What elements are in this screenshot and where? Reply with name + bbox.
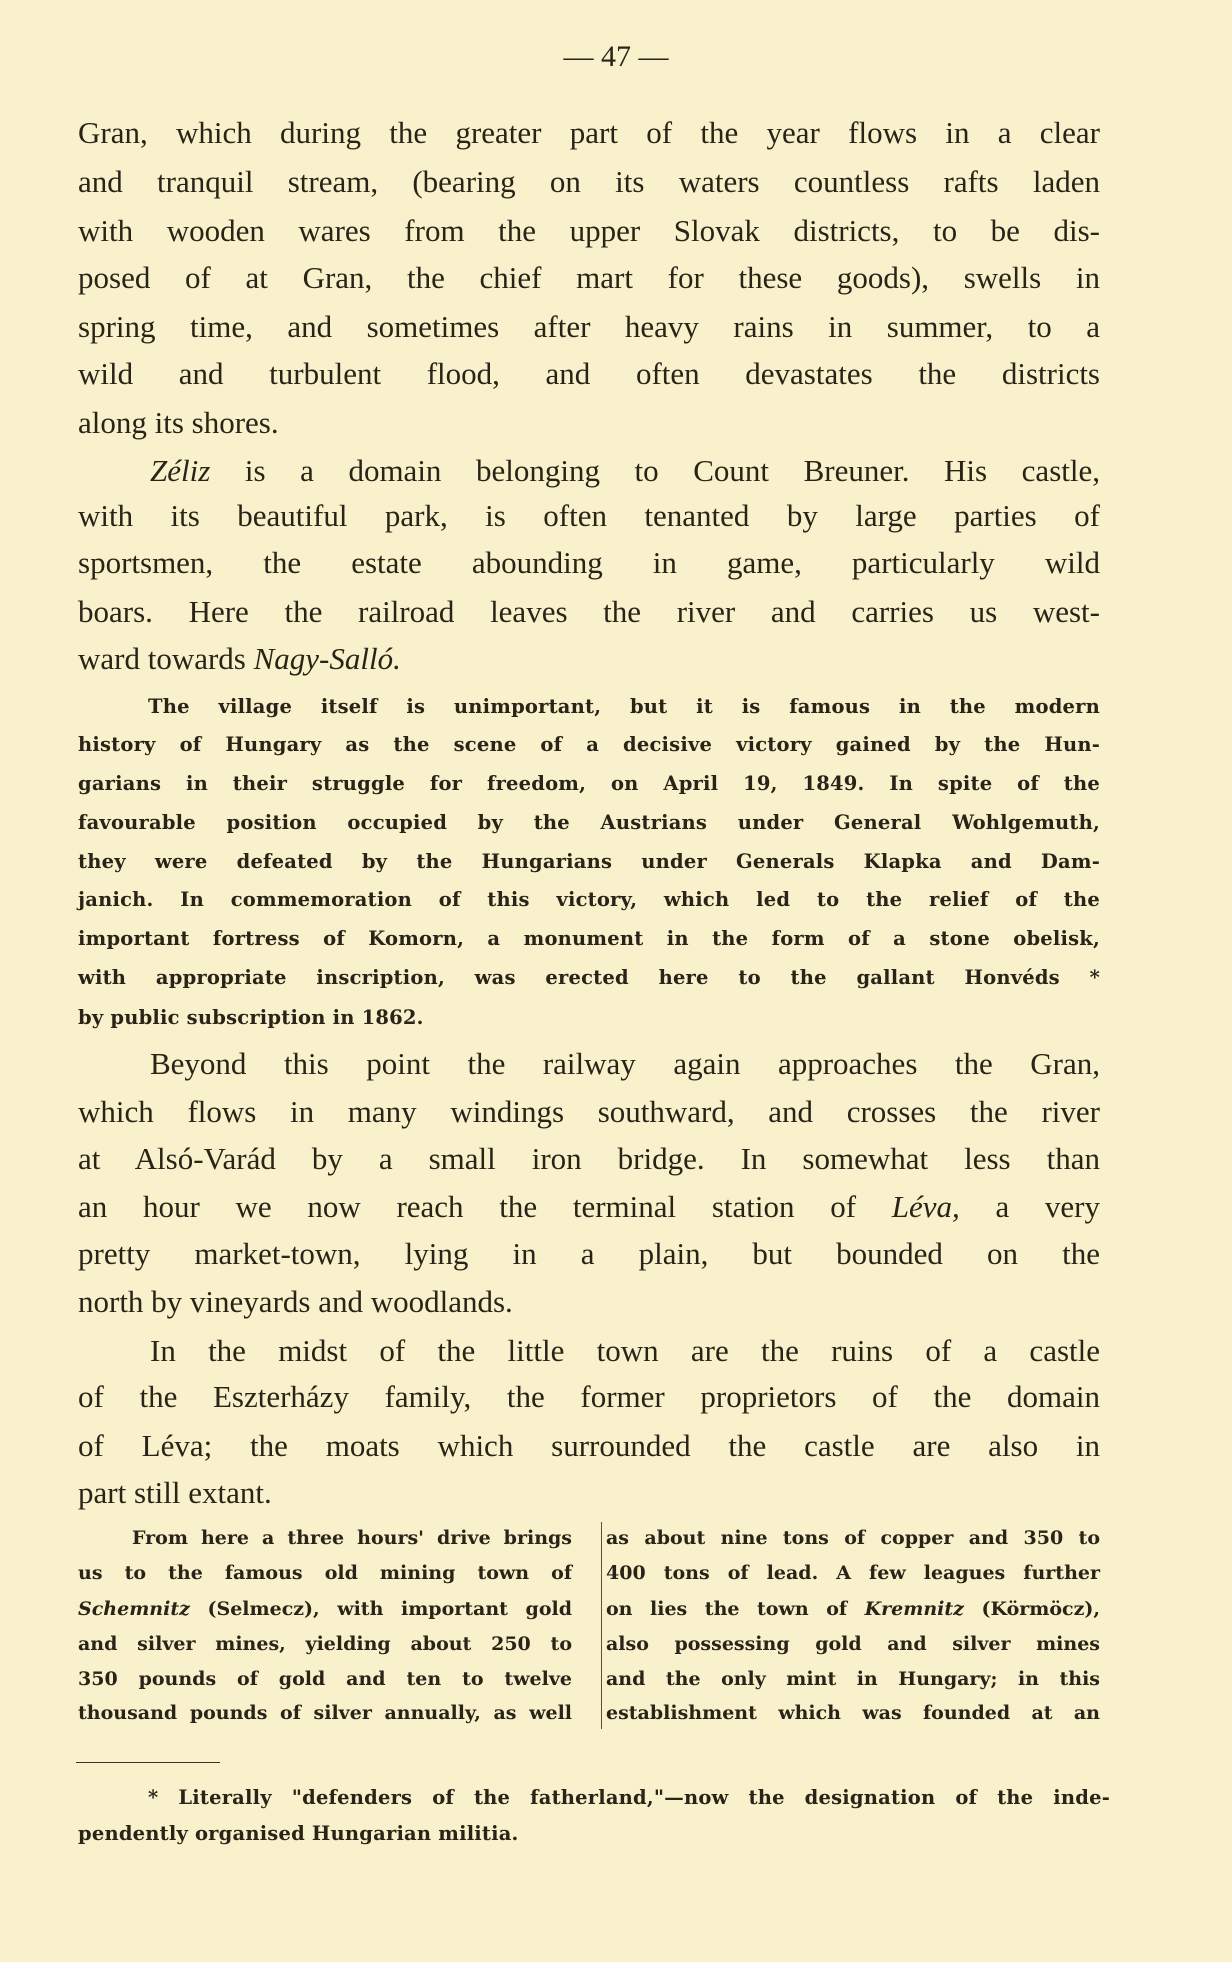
note-line	[78, 847, 1100, 877]
text-run: spring time, and sometimes after heavy rains in summer, to a	[78, 308, 1100, 344]
left-column-line	[78, 1664, 572, 1694]
left-column-line	[78, 1698, 572, 1728]
left-column-line	[78, 1629, 572, 1659]
text-run: 400 tons of lead. A few leagues further	[606, 1561, 1100, 1584]
text-run: which flows in many windings southward, and crosses the river	[78, 1093, 1100, 1129]
footnote-line	[78, 1819, 1110, 1849]
text-run: 350 pounds of gold and ten to twelve	[78, 1668, 572, 1690]
text-run: part still extant.	[78, 1475, 272, 1510]
left-column-line	[78, 1558, 572, 1588]
text-run: * Literally "defenders of the fatherland,"—now the designation of the inde-	[148, 1785, 1110, 1809]
italic-text-run: Schemnitz	[78, 1598, 190, 1620]
text-run: on lies the town of	[606, 1598, 865, 1620]
body-line	[78, 639, 1100, 679]
note-line	[78, 924, 1100, 954]
body-line	[78, 113, 1100, 153]
text-run: garians in their struggle for freedom, on April 19, 1849. In spite of the	[78, 772, 1100, 795]
page-number: — 47 —	[563, 40, 669, 73]
body-line	[78, 1426, 1100, 1466]
italic-text-run: Kremnitz	[864, 1598, 964, 1620]
body-line	[78, 1092, 1100, 1132]
italic-text-run: Nagy-Salló.	[253, 641, 401, 677]
text-run: a very	[959, 1188, 1101, 1224]
body-line	[78, 354, 1100, 394]
note-line	[78, 769, 1100, 799]
right-column-line	[606, 1698, 1100, 1728]
text-run: ward towards	[78, 641, 254, 677]
text-run: and the only mint in Hungary; in this	[606, 1668, 1100, 1690]
text-run: establishment which was founded at an	[606, 1701, 1100, 1724]
text-run: history of Hungary as the scene of a decisive victory gained by the Hun-	[78, 733, 1100, 757]
note-line	[78, 1003, 1100, 1033]
body-line	[78, 1234, 1100, 1274]
text-run: and silver mines, yielding about 250 to	[78, 1633, 572, 1655]
right-column-line	[606, 1558, 1100, 1588]
italic-text-run: Léva,	[891, 1188, 960, 1224]
body-line	[78, 1473, 1100, 1513]
column-divider	[601, 1522, 602, 1729]
body-line	[78, 307, 1100, 347]
text-run: as about nine tons of copper and 350 to	[606, 1526, 1100, 1549]
right-column-line	[606, 1523, 1100, 1553]
body-line	[78, 258, 1100, 298]
right-column-line	[606, 1594, 1100, 1624]
body-line	[78, 211, 1100, 251]
body-line	[78, 1187, 1100, 1227]
text-run: pretty market-town, lying in a plain, but bounded on the	[78, 1236, 1100, 1272]
note-line	[78, 885, 1100, 915]
text-run: thousand pounds of silver annually, as well	[78, 1701, 572, 1724]
text-run: by public subscription in 1862.	[78, 1005, 424, 1029]
text-run: of Léva; the moats which surrounded the castle are also in	[78, 1427, 1100, 1463]
text-run: Gran, which during the greater part of the year flows in a clear	[78, 115, 1100, 150]
text-run: Beyond this point the railway again approaches the Gran,	[150, 1046, 1100, 1082]
text-run: with appropriate inscription, was erected here to the gallant Honvéds *	[78, 965, 1100, 989]
text-run: janich. In commemoration of this victory, which led to the relief of the	[78, 888, 1100, 912]
text-run: us to the famous old mining town of	[78, 1561, 572, 1584]
text-run: an hour we now reach the terminal station of	[78, 1188, 892, 1224]
footnote-line	[148, 1783, 1110, 1813]
text-run: of the Eszterházy family, the former proprietors of the domain	[78, 1378, 1100, 1414]
body-line	[78, 592, 1100, 632]
note-line	[78, 730, 1100, 760]
text-run: along its shores.	[78, 405, 279, 440]
text-run: and tranquil stream, (bearing on its waters countless rafts laden	[78, 163, 1100, 199]
text-run: with wooden wares from the upper Slovak districts, to be dis-	[78, 212, 1100, 248]
text-run: (Körmöcz),	[963, 1598, 1100, 1620]
body-line	[78, 496, 1100, 536]
text-run: is a domain belonging to Count Breuner. His castle,	[210, 452, 1100, 488]
footnote-rule	[76, 1762, 220, 1763]
text-run: From here a three hours' drive brings	[132, 1526, 572, 1549]
text-run: sportsmen, the estate abounding in game, particularly wild	[78, 545, 1100, 580]
left-column-line	[78, 1594, 572, 1624]
text-run: The village itself is unimportant, but it is famous in the modern	[148, 694, 1100, 718]
body-line	[78, 1377, 1100, 1417]
text-run: important fortress of Komorn, a monument in the form of a stone obelisk,	[78, 927, 1100, 950]
note-line	[78, 808, 1100, 838]
body-line	[78, 1139, 1100, 1179]
text-run: boars. Here the railroad leaves the river and carries us west-	[78, 593, 1100, 629]
note-line	[148, 692, 1100, 722]
text-run: pendently organised Hungarian militia.	[78, 1822, 519, 1845]
italic-text-run: Zéliz	[150, 452, 211, 488]
text-run: favourable position occupied by the Austrians under General Wohlgemuth,	[78, 810, 1100, 834]
body-line	[150, 1331, 1100, 1371]
body-line	[78, 162, 1100, 202]
text-run: at Alsó-Varád by a small iron bridge. In somewhat less than	[78, 1141, 1100, 1177]
body-line	[150, 451, 1100, 491]
text-run: north by vineyards and woodlands.	[78, 1283, 513, 1319]
body-line	[78, 1282, 1100, 1322]
text-run: wild and turbulent flood, and often devastates the districts	[78, 356, 1100, 392]
left-column-line	[132, 1523, 572, 1553]
right-column-line	[606, 1664, 1100, 1694]
text-run: In the midst of the little town are the ruins of a castle	[150, 1332, 1100, 1368]
text-run: posed of at Gran, the chief mart for these goods), swells in	[78, 260, 1100, 295]
body-line	[78, 403, 1100, 443]
text-run: also possessing gold and silver mines	[606, 1633, 1100, 1655]
text-run: with its beautiful park, is often tenanted by large parties of	[78, 497, 1100, 533]
body-line	[150, 1044, 1100, 1084]
text-run: (Selmecz), with important gold	[189, 1598, 572, 1620]
text-run: they were defeated by the Hungarians under Generals Klapka and Dam-	[78, 849, 1100, 873]
body-line	[78, 543, 1100, 583]
note-line	[78, 963, 1100, 993]
right-column-line	[606, 1629, 1100, 1659]
